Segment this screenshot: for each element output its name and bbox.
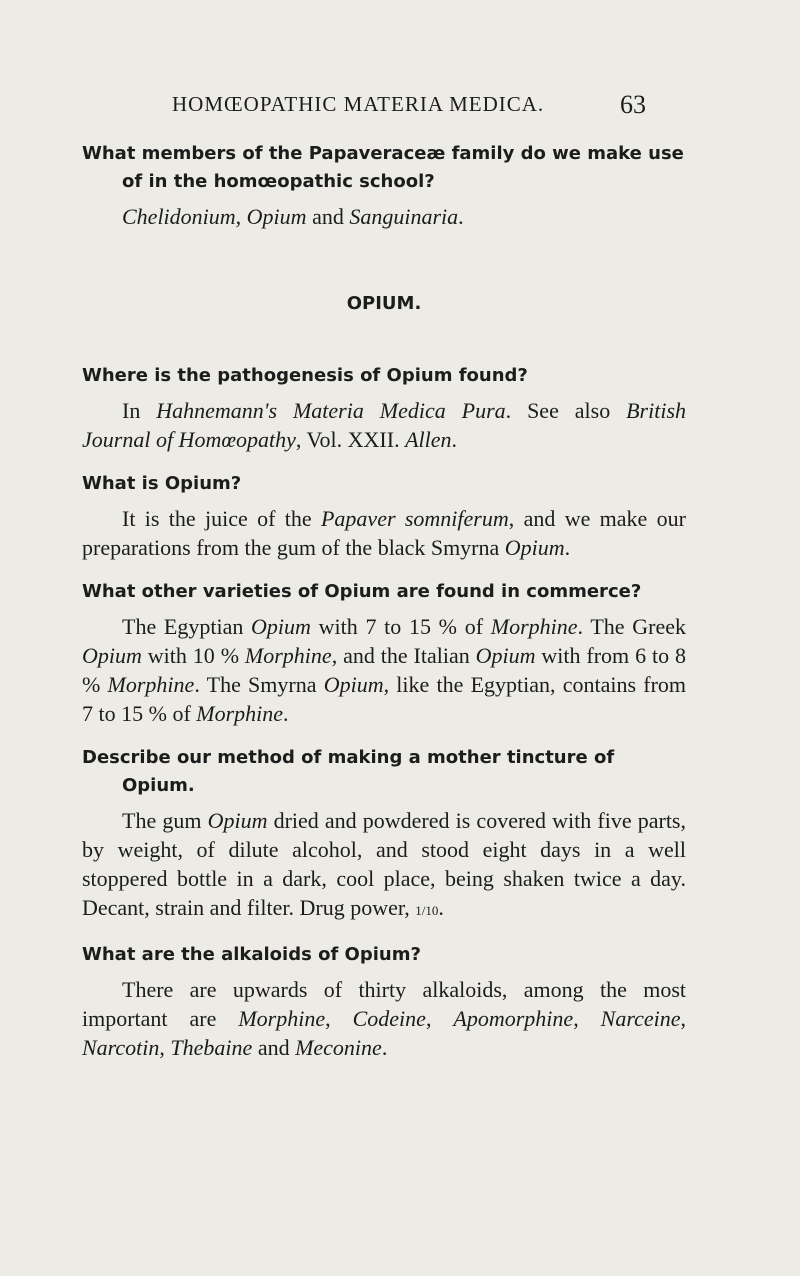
question: What is Opium? [82,473,242,494]
answer: The Egyptian Opium with 7 to 15 % of Morphine. The Greek Opium with 10 % Morphine, and the Italian Opium with from 6 to 8 % Morphine. The Smyrna Opium, like the Egyptian, contains from 7 to 15 % of Morphine. [82,614,687,726]
question: Describe our method of making a mother tincture of Opium. [82,747,615,796]
question: What other varieties of Opium are found in commerce? [82,581,642,602]
answer: In Hahnemann's Materia Medica Pura. See also British Journal of Homœopathy, Vol. XXII. Allen. [82,398,687,452]
question: What members of the Papaveraceæ family do we make use of in the homœopathic school? [82,143,684,192]
page-body [82,140,686,1062]
fraction: 1/10 [415,903,439,918]
answer: There are upwards of thirty alkaloids, among the most important are Morphine, Codeine, Apomorphine, Narceine, Narcotin, Thebaine and Meconine. [82,977,686,1060]
section-heading: OPIUM. [346,293,422,314]
answer: Chelidonium, Opium and Sanguinaria. [122,204,464,229]
question: What are the alkaloids of Opium? [82,944,421,965]
question: Where is the pathogenesis of Opium found? [82,365,528,386]
page-number: 63 [620,90,646,119]
answer: It is the juice of the Papaver somniferum, and we make our preparations from the gum of the black Smyrna Opium. [82,506,686,560]
answer: The gum Opium dried and powdered is covered with five parts, by weight, of dilute alcohol, and stood eight days in a well stoppered bottle in a dark, cool place, being shaken twice a day. Decant, strain and filter. Drug power, 1/10. [82,808,686,920]
running-title: HOMŒOPATHIC MATERIA MEDICA. [172,92,545,116]
